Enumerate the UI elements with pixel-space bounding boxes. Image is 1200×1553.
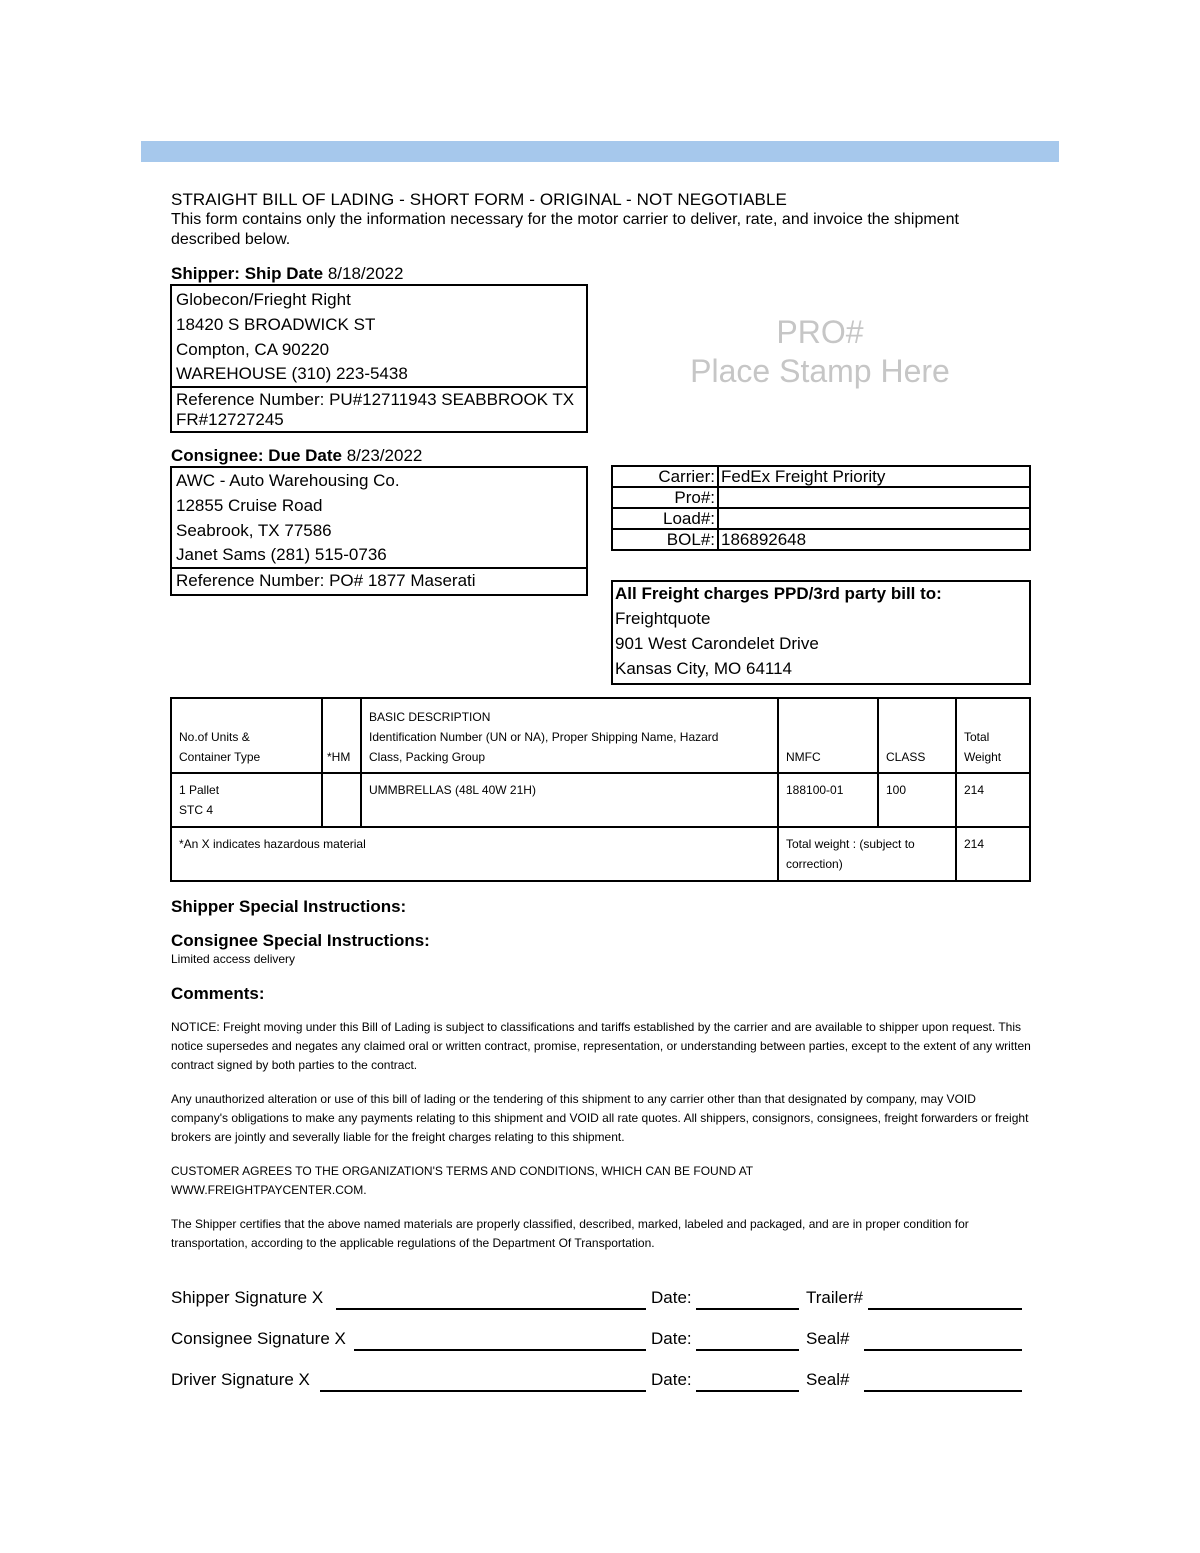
pro-value: [718, 487, 1030, 508]
consignee-reference-value: PO# 1877 Maserati: [329, 571, 476, 590]
driver-signature-line[interactable]: [320, 1390, 646, 1392]
certification-paragraph: The Shipper certifies that the above named materials are properly classified, described, marked, labeled and packaged, and are in proper condition for transportation, according to the applicable regulations of the Department Of Transportation.: [171, 1217, 969, 1250]
weight-header: Total Weight: [956, 698, 1030, 773]
class-header: CLASS: [878, 698, 956, 773]
driver-date-label: Date:: [651, 1370, 692, 1389]
consignee-signature-label: Consignee Signature X: [171, 1329, 346, 1348]
nmfc-cell: 188100-01: [778, 773, 878, 827]
load-row: [612, 508, 1030, 529]
consignee-contact: Janet Sams (281) 515-0736: [176, 545, 387, 564]
driver-signature-label: Driver Signature X: [171, 1370, 310, 1389]
shipper-signature-line[interactable]: [336, 1308, 646, 1310]
seal-label-2: Seal#: [806, 1370, 850, 1389]
seal-label: Seal#: [806, 1329, 850, 1348]
terms-paragraph: CUSTOMER AGREES TO THE ORGANIZATION'S TERMS AND CONDITIONS, WHICH CAN BE FOUND AT WWW.FREIGHTPAYCENTER.COM.: [171, 1164, 753, 1197]
shipper-heading: Shipper: Ship Date 8/18/2022: [171, 264, 404, 283]
shipper-city: Compton, CA 90220: [176, 340, 330, 359]
notice-paragraph: NOTICE: Freight moving under this Bill of Lading is subject to classifications and tariffs established by the carrier and are available to shipper upon request. This notice supersedes and negates any claimed oral or written contract, promise, representation, or understanding between parties, except to the extent of any written contract signed by both parties to the contract.: [171, 1020, 1031, 1072]
consignee-street: 12855 Cruise Road: [176, 496, 323, 515]
shipper-street: 18420 S BROADWICK ST: [176, 315, 376, 334]
bill-to-city: Kansas City, MO 64114: [615, 659, 793, 678]
items-header-row: [171, 698, 1030, 773]
items-footer-row: [171, 827, 1030, 881]
consignee-instructions-text: Limited access delivery: [171, 952, 296, 966]
seal-line[interactable]: [864, 1349, 1022, 1351]
nmfc-header: NMFC: [778, 698, 878, 773]
bill-to-street: 901 West Carondelet Drive: [615, 634, 819, 653]
bill-to-heading: All Freight charges PPD/3rd party bill to:: [615, 584, 942, 603]
table-row: [171, 773, 1030, 827]
total-weight-value: 214: [956, 827, 1030, 881]
consignee-heading: Consignee: Due Date 8/23/2022: [171, 446, 423, 465]
load-value: [718, 508, 1030, 529]
consignee-signature-line[interactable]: [354, 1349, 646, 1351]
shipper-name: Globecon/Frieght Right: [176, 290, 351, 309]
total-weight-label: Total weight : (subject to correction): [778, 827, 956, 881]
weight-cell: 214: [956, 773, 1030, 827]
driver-date-line[interactable]: [696, 1390, 799, 1392]
header-bar: [141, 141, 1059, 162]
items-table: [170, 697, 1031, 882]
shipper-signature-label: Shipper Signature X: [171, 1288, 324, 1307]
bol-value: 186892648: [718, 529, 1030, 550]
carrier-label: Carrier:: [612, 466, 718, 487]
trailer-line[interactable]: [868, 1308, 1022, 1310]
due-date: 8/23/2022: [346, 446, 423, 465]
hm-cell: [322, 773, 361, 827]
consignee-reference: Reference Number: PO# 1877 Maserati: [172, 567, 586, 593]
consignee-instructions-heading: Consignee Special Instructions:: [171, 931, 430, 950]
comments-heading: Comments:: [171, 984, 265, 1003]
bill-to-box: [611, 580, 1031, 685]
shipper-instructions-heading: Shipper Special Instructions:: [171, 897, 407, 916]
bill-to-name: Freightquote: [615, 609, 711, 628]
bol-label: BOL#:: [612, 529, 718, 550]
consignee-name: AWC - Auto Warehousing Co.: [176, 471, 400, 490]
trailer-label: Trailer#: [806, 1288, 863, 1307]
consignee-box: [170, 466, 588, 596]
units-header: No.of Units & Container Type: [171, 698, 322, 773]
shipper-date-line[interactable]: [696, 1308, 799, 1310]
load-label: Load#:: [612, 508, 718, 529]
ship-date: 8/18/2022: [327, 264, 404, 283]
consignee-date-label: Date:: [651, 1329, 692, 1348]
class-cell: 100: [878, 773, 956, 827]
bol-row: [612, 529, 1030, 550]
document-subtitle: This form contains only the information necessary for the motor carrier to deliver, rate, and invoice the shipment described below.: [171, 211, 959, 248]
seal-line-2[interactable]: [864, 1390, 1022, 1392]
shipper-reference-value: PU#12711943 SEABBROOK TX FR#12727245: [176, 390, 575, 429]
pro-label: Pro#:: [612, 487, 718, 508]
description-cell: UMMBRELLAS (48L 40W 21H): [361, 773, 778, 827]
document-title: STRAIGHT BILL OF LADING - SHORT FORM - ORIGINAL - NOT NEGOTIABLE: [171, 190, 787, 209]
shipper-phone: WAREHOUSE (310) 223-5438: [176, 364, 408, 383]
units-cell: 1 Pallet STC 4: [171, 773, 322, 827]
shipper-date-label: Date:: [651, 1288, 692, 1307]
description-header: BASIC DESCRIPTION Identification Number (UN or NA), Proper Shipping Name, Hazard Class, Packing Group: [361, 698, 778, 773]
shipper-reference: Reference Number: PU#12711943 SEABBROOK TX FR#12727245: [172, 386, 586, 432]
alteration-paragraph: Any unauthorized alteration or use of this bill of lading or the tendering of this shipment to any carrier other than that designated by company, may VOID company's obligations to make any payments relating to this shipment and VOID all rate quotes. All shippers, consignors, consignees, freight forwarders or freight brokers are jointly and severally liable for the freight charges relating to this shipment.: [171, 1092, 1029, 1144]
shipper-box: [170, 284, 588, 433]
carrier-value: FedEx Freight Priority: [718, 466, 1030, 487]
hm-header: *HM: [322, 698, 361, 773]
hazmat-note: *An X indicates hazardous material: [171, 827, 778, 881]
carrier-row: [612, 466, 1030, 487]
carrier-info-table: [611, 465, 1031, 551]
consignee-city: Seabrook, TX 77586: [176, 521, 332, 540]
pro-stamp-placeholder: PRO# Place Stamp Here: [690, 314, 950, 389]
pro-row: [612, 487, 1030, 508]
consignee-date-line[interactable]: [696, 1349, 799, 1351]
